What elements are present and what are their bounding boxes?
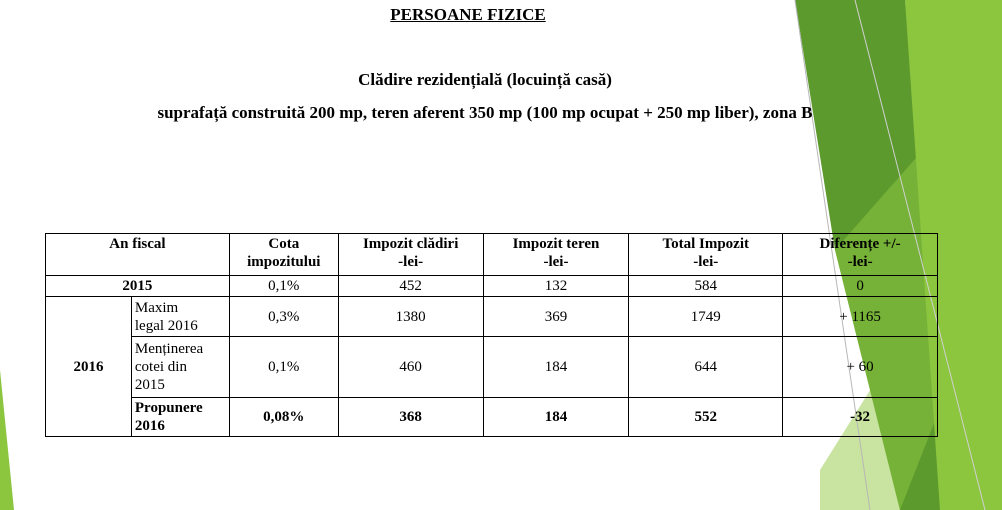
header-teren-line1: Impozit teren xyxy=(512,236,600,252)
cell-teren: 369 xyxy=(483,297,629,337)
cell-total: 1749 xyxy=(629,297,783,337)
table-header-row xyxy=(46,234,938,276)
label-line2: cotei din xyxy=(134,359,187,375)
header-diferente-line1: Diferențe +/- xyxy=(819,236,901,252)
header-total-impozit xyxy=(629,234,783,276)
label-line2: 2016 xyxy=(134,418,165,434)
cell-total: 552 xyxy=(629,398,783,437)
table-row-maxim-legal xyxy=(46,297,938,337)
cell-scenario-label xyxy=(131,337,229,398)
header-cladiri-line2: -lei- xyxy=(398,254,424,270)
cell-year-2016: 2016 xyxy=(46,297,132,437)
cell-cota: 0,1% xyxy=(229,276,338,297)
cell-scenario-label xyxy=(131,398,229,437)
label-line1: Propunere xyxy=(134,400,203,416)
cell-year-2015: 2015 xyxy=(46,276,230,297)
header-an-fiscal: An fiscal xyxy=(46,234,230,276)
cell-cladiri: 452 xyxy=(338,276,483,297)
cell-cota: 0,08% xyxy=(229,398,338,437)
table-row-2015 xyxy=(46,276,938,297)
header-diferente-line2: -lei- xyxy=(847,254,873,270)
cell-teren: 132 xyxy=(483,276,629,297)
label-line2: legal 2016 xyxy=(134,317,198,334)
cell-diferente: + 1165 xyxy=(783,297,938,337)
header-cladiri-line1: Impozit clădiri xyxy=(362,236,459,252)
building-subtitle: Clădire rezidențială (locuință casă) xyxy=(358,70,612,89)
header-teren-line2: -lei- xyxy=(543,254,569,270)
header-total-line1: Total Impozit xyxy=(662,236,750,252)
cell-cladiri: 1380 xyxy=(338,297,483,337)
cell-scenario-label xyxy=(131,297,229,337)
header-total-line2: -lei- xyxy=(693,254,719,270)
label-line1: Maxim xyxy=(134,299,179,316)
header-cota-line2: impozitului xyxy=(247,254,321,270)
cell-total: 644 xyxy=(629,337,783,398)
label-line3: 2015 xyxy=(134,377,165,393)
header-cota-line1: Cota xyxy=(268,236,300,252)
cell-diferente: + 60 xyxy=(783,337,938,398)
cell-cladiri: 460 xyxy=(338,337,483,398)
header-diferente xyxy=(783,234,938,276)
cell-teren: 184 xyxy=(483,398,629,437)
header-cota xyxy=(229,234,338,276)
cell-teren: 184 xyxy=(483,337,629,398)
header-impozit-cladiri xyxy=(338,234,483,276)
table-row-mentinerea xyxy=(46,337,938,398)
header-impozit-teren xyxy=(483,234,629,276)
cell-cota: 0,1% xyxy=(229,337,338,398)
deco-left-green-sliver xyxy=(0,370,14,510)
cell-cladiri: 368 xyxy=(338,398,483,437)
label-line1: Menținerea xyxy=(134,341,204,357)
cell-total: 584 xyxy=(629,276,783,297)
cell-diferente: 0 xyxy=(783,276,938,297)
table-row-propunere xyxy=(46,398,938,437)
cell-cota: 0,3% xyxy=(229,297,338,337)
building-details: suprafață construită 200 mp, teren aferent 350 mp (100 mp ocupat + 250 mp liber), zona B xyxy=(157,103,813,122)
tax-table xyxy=(45,233,938,437)
page-title: PERSOANE FIZICE xyxy=(390,5,546,24)
cell-diferente: -32 xyxy=(783,398,938,437)
